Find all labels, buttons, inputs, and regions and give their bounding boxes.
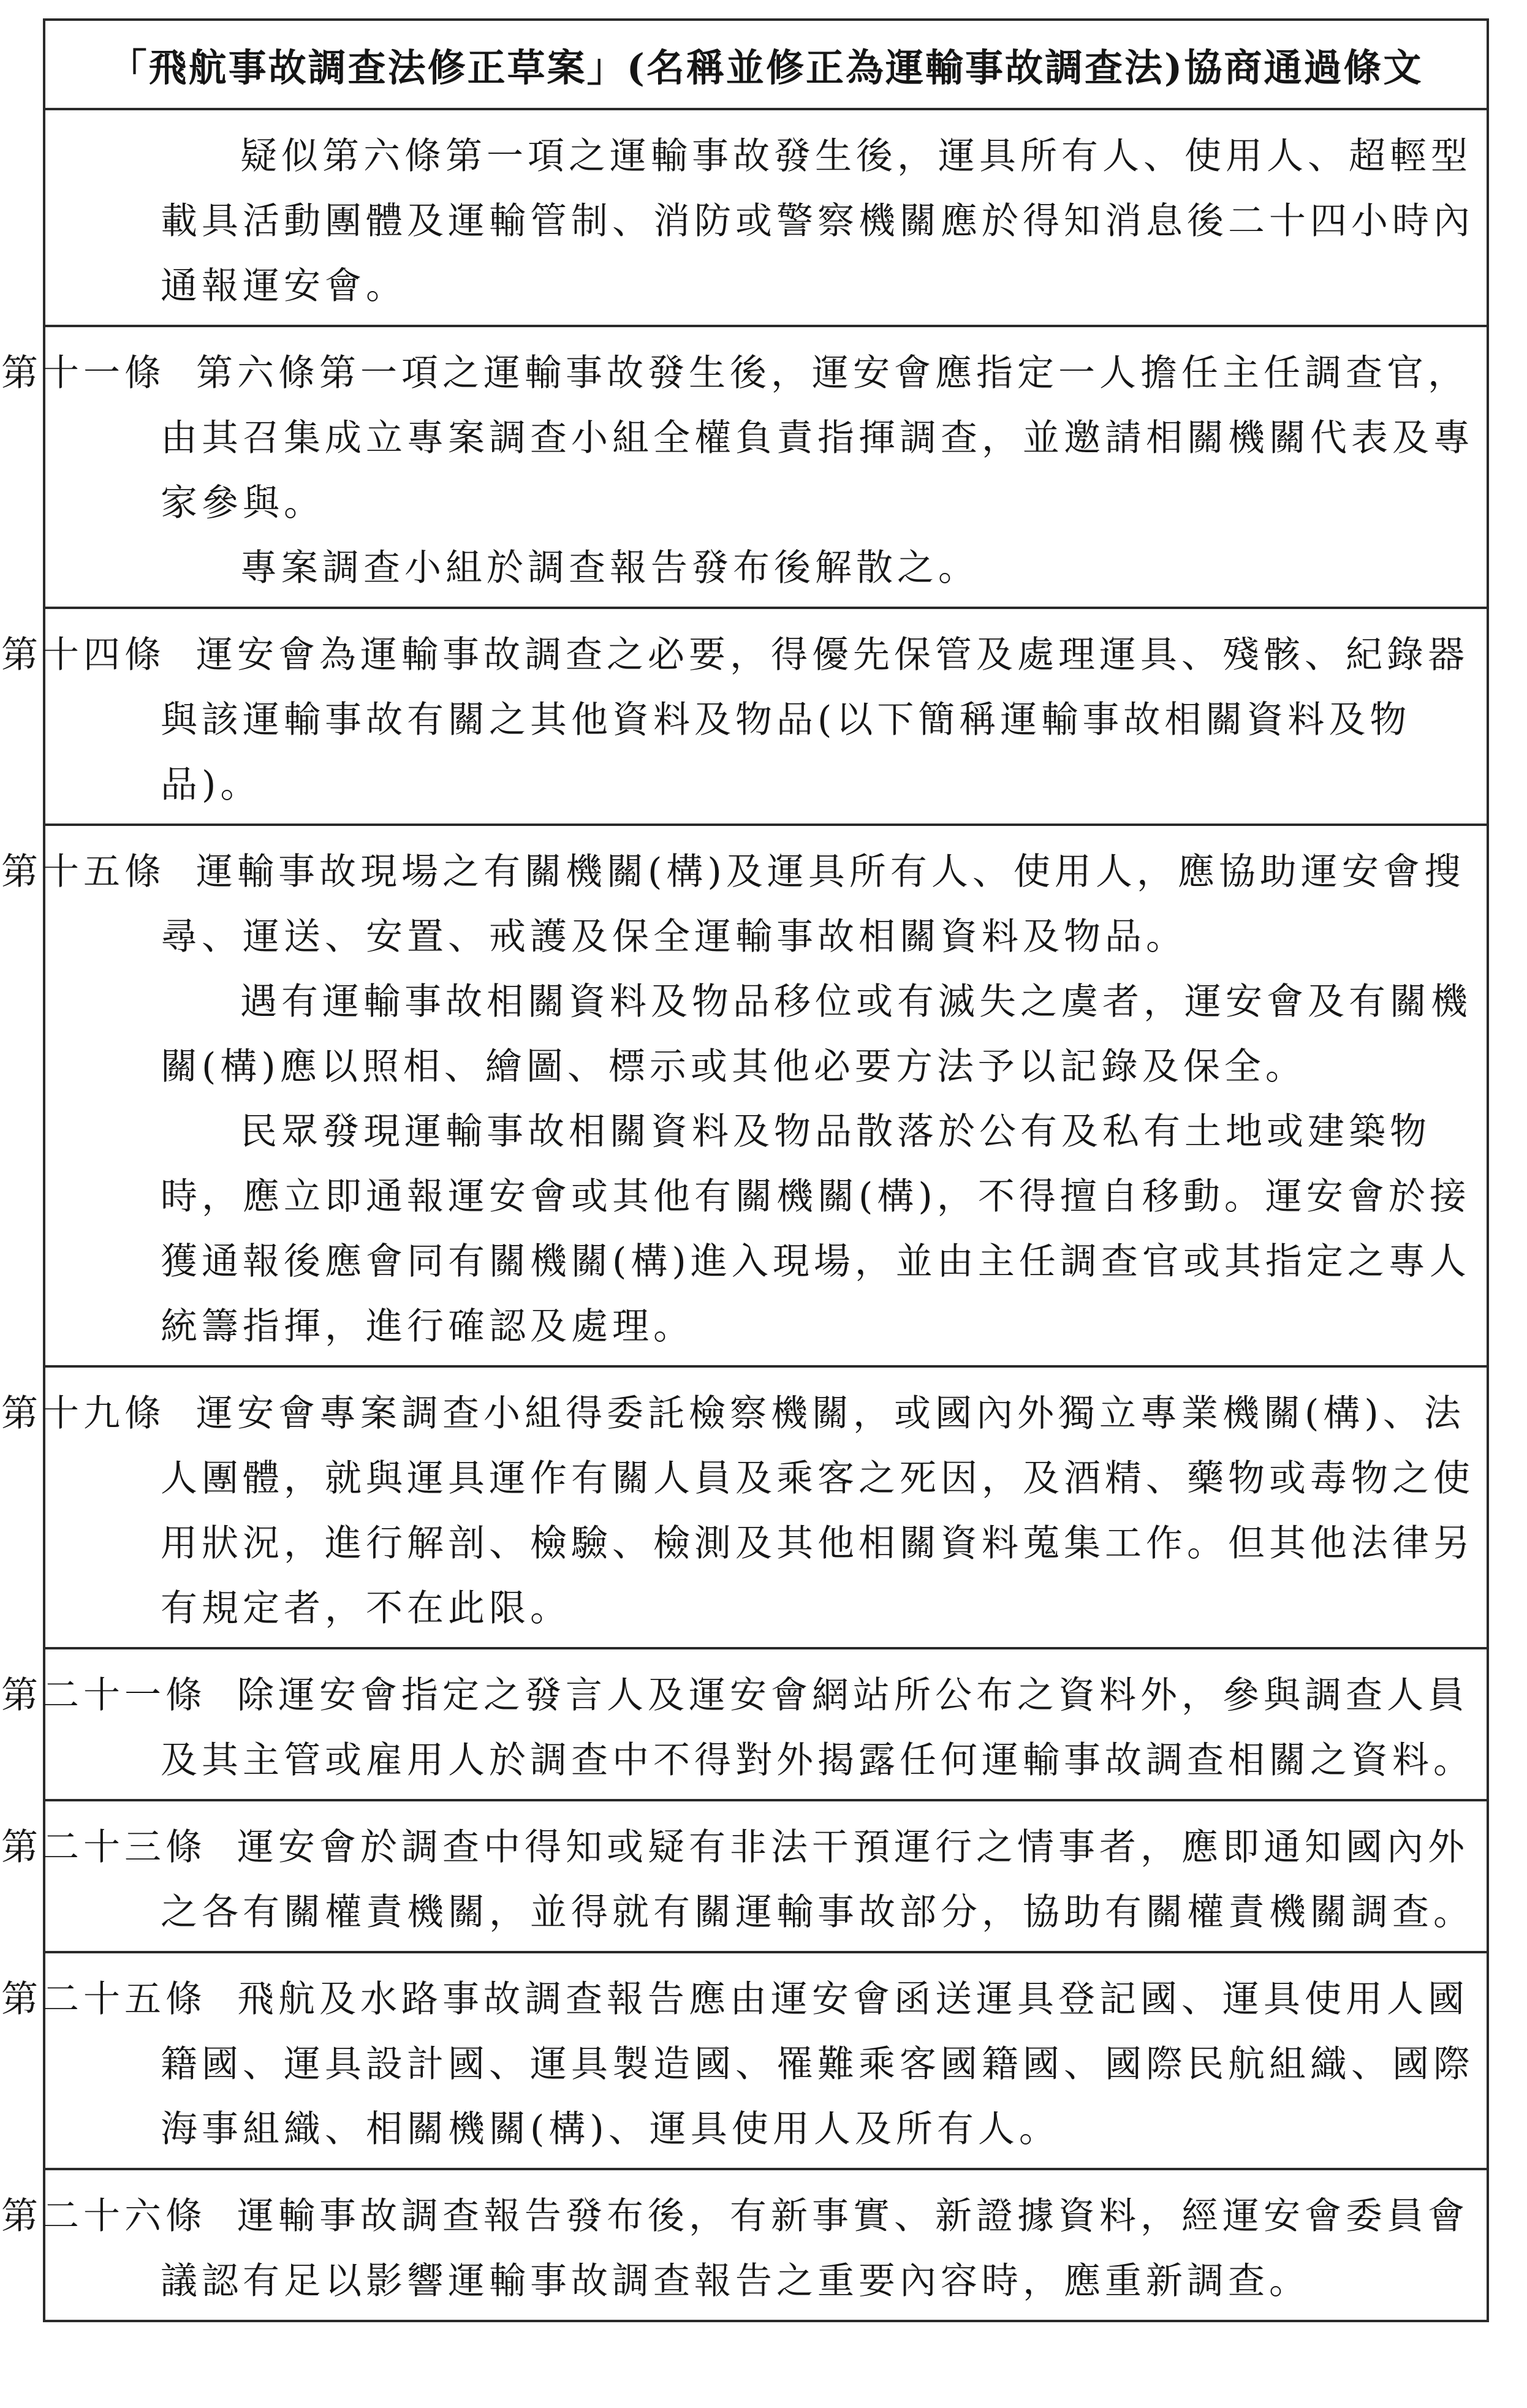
- paragraph: [1, 1663, 1474, 1793]
- paragraph-text: 除運安會指定之發言人及運安會網站所公布之資料外，參與調查人員及其主管或雇用人於調查中不得對外揭露任何運輸事故調查相關之資料。: [161, 1674, 1474, 1782]
- paragraph: [1, 1967, 1474, 2162]
- section-article-25: [1, 1953, 1487, 2170]
- article-number: 第十五條: [1, 850, 165, 893]
- paragraph: [1, 341, 1474, 536]
- paragraph: [1, 1815, 1474, 1945]
- article-number: 第二十三條: [1, 1826, 207, 1869]
- articles-table: [1, 18, 1489, 2322]
- article-number: 第十一條: [1, 352, 165, 395]
- section-notification: [45, 110, 1487, 327]
- paragraph: [1, 1381, 1474, 1641]
- article-number: 第二十一條: [1, 1674, 207, 1717]
- paragraph: [1, 623, 1474, 817]
- paragraph: 專案調查小組於調查報告發布後解散之。: [240, 547, 979, 589]
- paragraph-text: 飛航及水路事故調查報告應由運安會函送運具登記國、運具使用人國籍國、運具設計國、運具製造國、罹難乘客國籍國、國際民航組織、國際海事組織、相關機關(構)、運具使用人及所有人。: [161, 1978, 1474, 2151]
- article-number: 第二十六條: [1, 2195, 207, 2238]
- paragraph: 疑似第六條第一項之運輸事故發生後，運具所有人、使用人、超輕型載具活動團體及運輸管制、消防或警察機關應於得知消息後二十四小時內通報運安會。: [161, 135, 1474, 308]
- paragraph-text: 運輸事故調查報告發布後，有新事實、新證據資料，經運安會委員會議認有足以影響運輸事故調查報告之重要內容時，應重新調查。: [161, 2195, 1469, 2303]
- paragraph: 民眾發現運輸事故相關資料及物品散落於公有及私有土地或建築物時，應立即通報運安會或其他有關機關(構)，不得擅自移動。運安會於接獲通報後應會同有關機關(構)進入現場，並由主任調查官或其指定之專人統籌指揮，進行確認及處理。: [161, 1110, 1471, 1348]
- article-number: 第十四條: [1, 634, 165, 676]
- section-article-15: [1, 826, 1487, 1368]
- paragraph-text: 第六條第一項之運輸事故發生後，運安會應指定一人擔任主任調查官，由其召集成立專案調查小組全權負責指揮調查，並邀請相關機關代表及專家參與。: [161, 352, 1474, 524]
- document-title: 「飛航事故調查法修正草案」(名稱並修正為運輸事故調查法)協商通過條文: [45, 21, 1487, 110]
- paragraph-text: 運輸事故現場之有關機關(構)及運具所有人、使用人，應協助運安會搜尋、運送、安置、戒護及保全運輸事故相關資料及物品。: [161, 850, 1465, 958]
- paragraph-text: 運安會為運輸事故調查之必要，得優先保管及處理運具、殘骸、紀錄器與該運輸事故有關之其他資料及物品(以下簡稱運輸事故相關資料及物品)。: [161, 634, 1469, 806]
- section-article-14: [1, 609, 1487, 826]
- section-article-11: [1, 327, 1487, 609]
- section-article-21: [1, 1649, 1487, 1801]
- paragraph-text: 運安會專案調查小組得委託檢察機關，或國內外獨立專業機關(構)、法人團體，就與運具運作有關人員及乘客之死因，及酒精、藥物或毒物之使用狀況，進行解剖、檢驗、檢測及其他相關資料蒐集工作。但其他法律另有規定者，不在此限。: [161, 1392, 1474, 1630]
- paragraph: [1, 839, 1474, 969]
- section-article-23: [1, 1801, 1487, 1953]
- paragraph: [1, 2184, 1474, 2314]
- section-article-19: [1, 1368, 1487, 1649]
- article-number: 第十九條: [1, 1392, 165, 1435]
- paragraph-text: 運安會於調查中得知或疑有非法干預運行之情事者，應即通知國內外之各有關權責機關，並得就有關運輸事故部分，協助有關權責機關調查。: [161, 1826, 1474, 1934]
- article-number: 第二十五條: [1, 1978, 207, 2021]
- section-article-26: [1, 2170, 1487, 2320]
- paragraph: 遇有運輸事故相關資料及物品移位或有滅失之虞者，運安會及有關機關(構)應以照相、繪圖、標示或其他必要方法予以記錄及保全。: [161, 980, 1472, 1088]
